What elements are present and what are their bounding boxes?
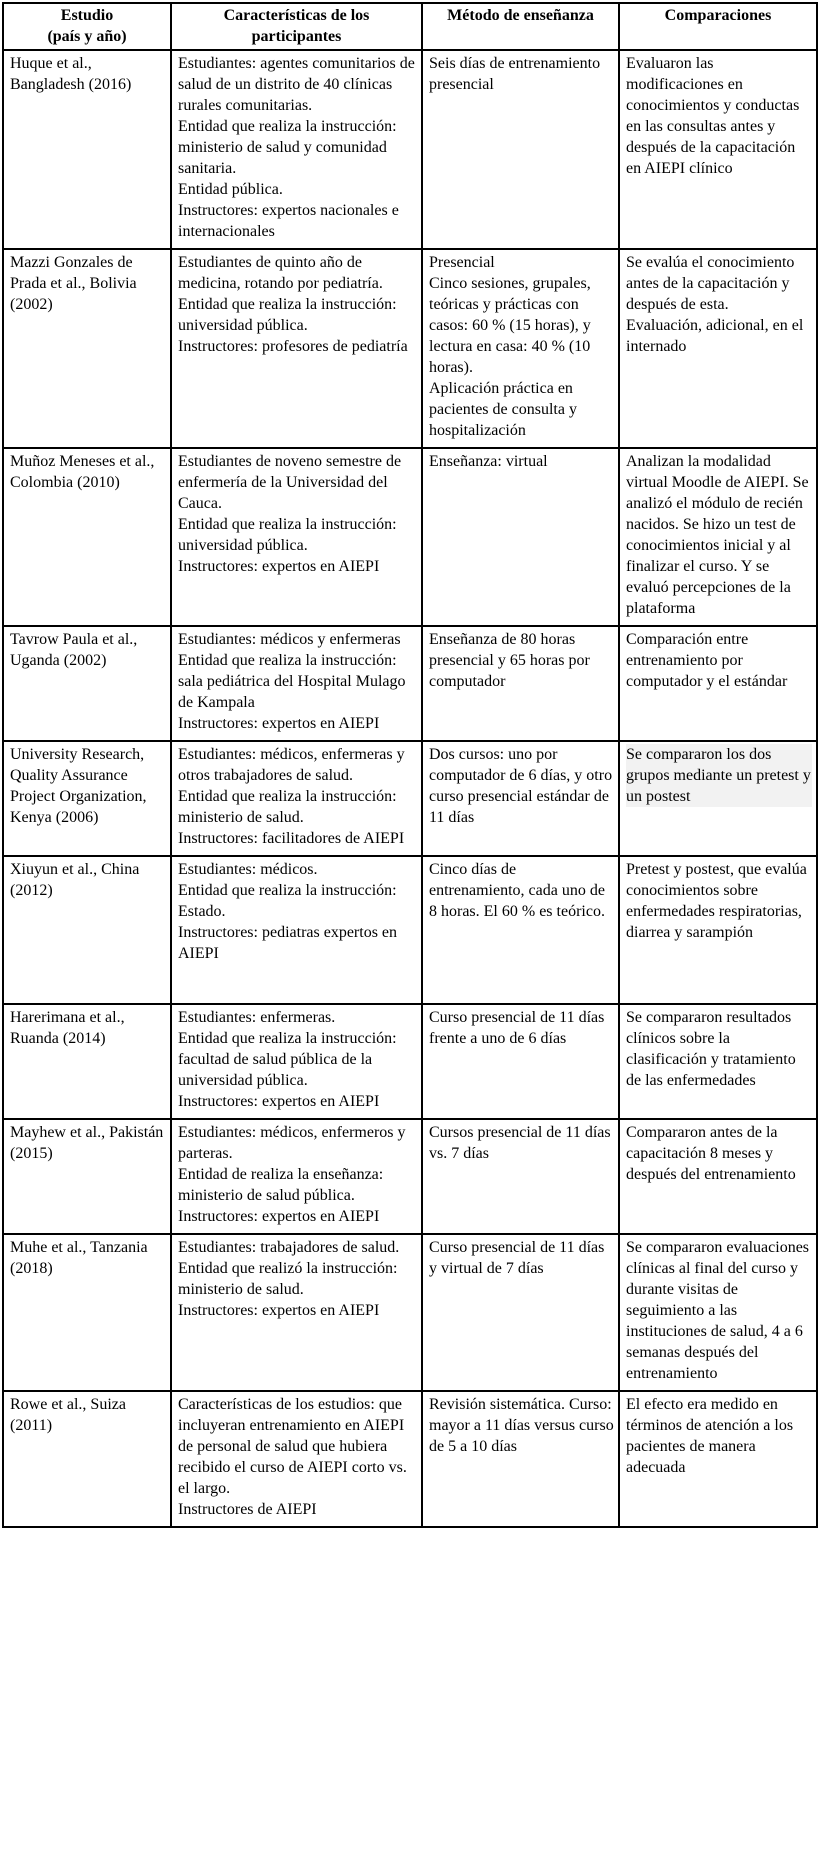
study-cell: Muñoz Meneses et al., Colombia (2010): [3, 448, 171, 626]
study-cell: University Research, Quality Assurance Project Organization, Kenya (2006): [3, 741, 171, 856]
table-row-mazzi-bolivia: [3, 249, 817, 448]
study-cell: Mayhew et al., Pakistán (2015): [3, 1119, 171, 1234]
study-cell: Rowe et al., Suiza (2011): [3, 1391, 171, 1527]
method-cell: Presencial Cinco sesiones, grupales, teóricas y prácticas con casos: 60 % (15 horas), y lectura en casa: 40 % (10 horas). Aplicación práctica en pacientes de consulta y hospitalización: [422, 249, 619, 448]
table-row-muhe-tanzania: [3, 1234, 817, 1391]
table-row-university-research-kenya: [3, 741, 817, 856]
col-header-method: Método de enseñanza: [422, 3, 619, 50]
participants-cell: Estudiantes: médicos y enfermeras Entidad que realiza la instrucción: sala pediátrica del Hospital Mulago de Kampala Instructores: expertos en AIEPI: [171, 626, 422, 741]
method-cell: Dos cursos: uno por computador de 6 días, y otro curso presencial estándar de 11 días: [422, 741, 619, 856]
comparisons-cell: Se compararon evaluaciones clínicas al final del curso y durante visitas de seguimiento a las instituciones de salud, 4 a 6 semanas después del entrenamiento: [619, 1234, 817, 1391]
study-cell: Harerimana et al., Ruanda (2014): [3, 1004, 171, 1119]
method-cell: Revisión sistemática. Curso: mayor a 11 días versus curso de 5 a 10 días: [422, 1391, 619, 1527]
studies-table: [2, 2, 818, 1528]
comparisons-cell: Se evalúa el conocimiento antes de la capacitación y después de esta. Evaluación, adicional, en el internado: [619, 249, 817, 448]
study-cell: Huque et al., Bangladesh (2016): [3, 50, 171, 249]
method-cell: Curso presencial de 11 días y virtual de 7 días: [422, 1234, 619, 1391]
method-cell: Enseñanza: virtual: [422, 448, 619, 626]
participants-cell: Estudiantes: enfermeras. Entidad que realiza la instrucción: facultad de salud pública de la universidad pública. Instructores: expertos en AIEPI: [171, 1004, 422, 1119]
study-cell: Xiuyun et al., China (2012): [3, 856, 171, 1004]
comparisons-cell: Se compararon resultados clínicos sobre la clasificación y tratamiento de las enfermedades: [619, 1004, 817, 1119]
study-cell: Mazzi Gonzales de Prada et al., Bolivia (2002): [3, 249, 171, 448]
highlighted-text: Se compararon los dos grupos mediante un pretest y un postest: [626, 746, 811, 805]
comparisons-cell: Comparación entre entrenamiento por computador y el estándar: [619, 626, 817, 741]
comparisons-cell: Analizan la modalidad virtual Moodle de AIEPI. Se analizó el módulo de recién nacidos. Se hizo un test de conocimientos inicial y al finalizar el curso. Y se evaluó percepciones de la plataforma: [619, 448, 817, 626]
col-header-study: Estudio (país y año): [3, 3, 171, 50]
study-cell: Muhe et al., Tanzania (2018): [3, 1234, 171, 1391]
participants-cell: Características de los estudios: que incluyeran entrenamiento en AIEPI de personal de salud que hubiera recibido el curso de AIEPI corto vs. el largo. Instructores de AIEPI: [171, 1391, 422, 1527]
study-cell: Tavrow Paula et al., Uganda (2002): [3, 626, 171, 741]
comparisons-cell: Evaluaron las modificaciones en conocimientos y conductas en las consultas antes y después de la capacitación en AIEPI clínico: [619, 50, 817, 249]
table-row-harerimana-ruanda: [3, 1004, 817, 1119]
method-cell: Cursos presencial de 11 días vs. 7 días: [422, 1119, 619, 1234]
participants-cell: Estudiantes: médicos, enfermeros y parteras. Entidad de realiza la enseñanza: ministerio de salud pública. Instructores: expertos en AIEPI: [171, 1119, 422, 1234]
comparisons-cell: [619, 741, 817, 856]
header-row: [3, 3, 817, 50]
method-cell: Curso presencial de 11 días frente a uno de 6 días: [422, 1004, 619, 1119]
participants-cell: Estudiantes de noveno semestre de enfermería de la Universidad del Cauca. Entidad que realiza la instrucción: universidad pública. Instructores: expertos en AIEPI: [171, 448, 422, 626]
participants-cell: Estudiantes: agentes comunitarios de salud de un distrito de 40 clínicas rurales comunitarias. Entidad que realiza la instrucción: ministerio de salud y comunidad sanitaria. Entidad pública. Instructores: expertos nacionales e internacionales: [171, 50, 422, 249]
method-cell: Cinco días de entrenamiento, cada uno de 8 horas. El 60 % es teórico.: [422, 856, 619, 1004]
table-row-rowe-suiza: [3, 1391, 817, 1527]
participants-cell: Estudiantes: médicos, enfermeras y otros trabajadores de salud. Entidad que realiza la instrucción: ministerio de salud. Instructores: facilitadores de AIEPI: [171, 741, 422, 856]
method-cell: Seis días de entrenamiento presencial: [422, 50, 619, 249]
comparisons-cell: El efecto era medido en términos de atención a los pacientes de manera adecuada: [619, 1391, 817, 1527]
col-header-comparisons: Comparaciones: [619, 3, 817, 50]
table-row-munoz-colombia: [3, 448, 817, 626]
method-cell: Enseñanza de 80 horas presencial y 65 horas por computador: [422, 626, 619, 741]
participants-cell: Estudiantes: médicos. Entidad que realiza la instrucción: Estado. Instructores: pediatras expertos en AIEPI: [171, 856, 422, 1004]
table-row-tavrow-uganda: [3, 626, 817, 741]
comparisons-cell: Compararon antes de la capacitación 8 meses y después del entrenamiento: [619, 1119, 817, 1234]
col-header-participants: Características de los participantes: [171, 3, 422, 50]
participants-cell: Estudiantes de quinto año de medicina, rotando por pediatría. Entidad que realiza la instrucción: universidad pública. Instructores: profesores de pediatría: [171, 249, 422, 448]
table-row-huque-bangladesh: [3, 50, 817, 249]
comparisons-cell: Pretest y postest, que evalúa conocimientos sobre enfermedades respiratorias, diarrea y sarampión: [619, 856, 817, 1004]
table-row-mayhew-pakistan: [3, 1119, 817, 1234]
table-row-xiuyun-china: [3, 856, 817, 1004]
participants-cell: Estudiantes: trabajadores de salud. Entidad que realizó la instrucción: ministerio de salud. Instructores: expertos en AIEPI: [171, 1234, 422, 1391]
